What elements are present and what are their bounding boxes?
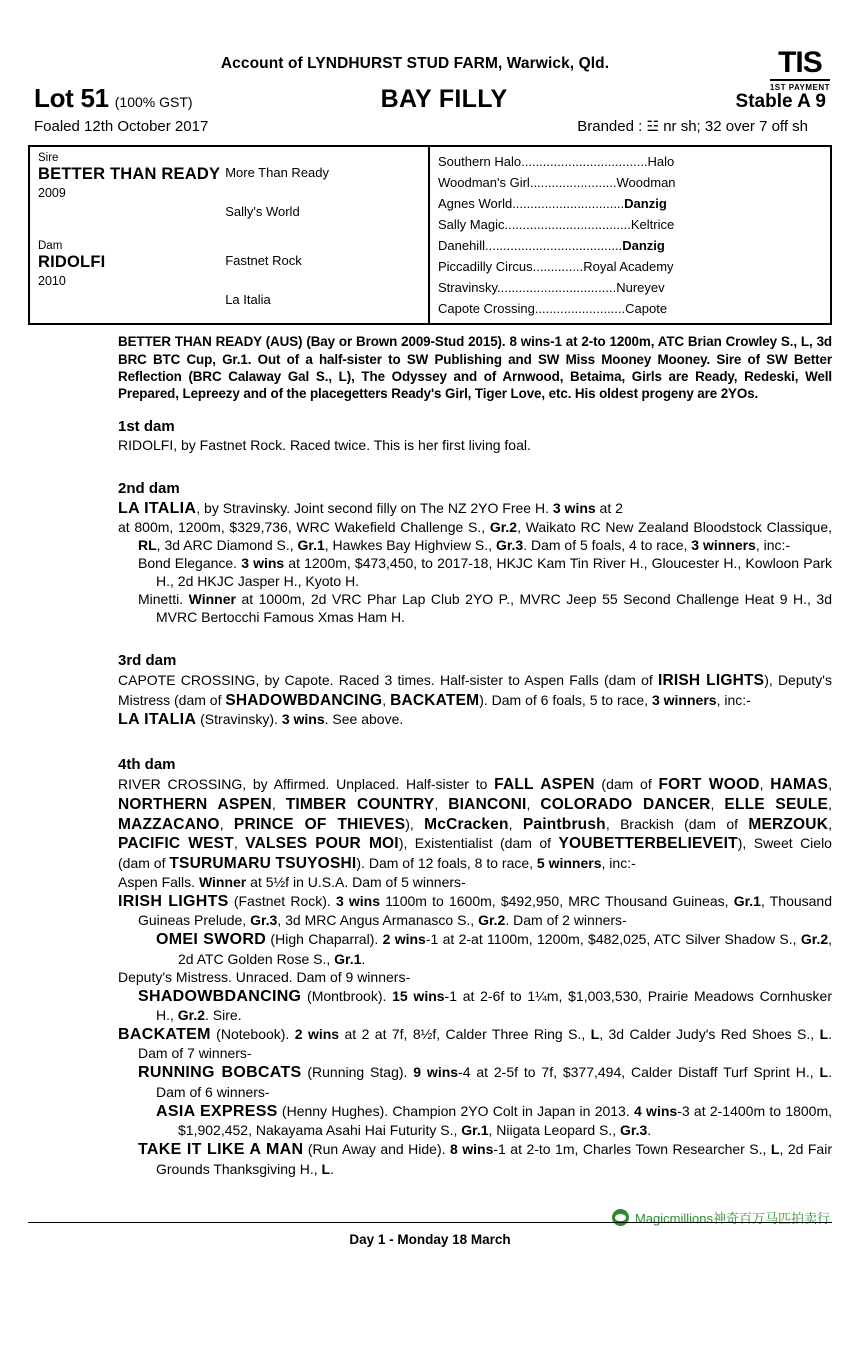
foaled-row (28, 118, 832, 135)
pedigree-right-column (430, 147, 830, 323)
dam-line: Deputy's Mistress. Unraced. Dam of 9 winners- (118, 968, 411, 985)
pedigree-entry: Agnes World...............................Danzig (438, 196, 667, 212)
pedigree-entry: Piccadilly Circus..............Royal Academy (438, 259, 674, 275)
sale-day: Day 1 - Monday 18 March (349, 1231, 511, 1247)
sire-description: BETTER THAN READY (AUS) (Bay or Brown 2009-Stud 2015). 8 wins-1 at 2-to 1200m, ATC Brian Crowley S., L, 3d BRC BTC Cup, Gr.1. Out of a half-sister to SW Publishing and SW Miss Mooney Mooney. Sire of SW Better Reflection (BRC Calaway Gal S., L), The Odyssey and of Arnwood, Betaima, Girls are Ready, Redeski, Well Prepared, Lepreezy and of the placegetters Ready's Girl, Tiger Love, etc. His oldest progeny are 2YOs. (118, 334, 832, 401)
title-row (28, 83, 832, 114)
dam-heading: 2nd dam (118, 479, 180, 497)
dam-heading: 4th dam (118, 755, 176, 773)
pedigree-entry: Southern Halo...................................Halo (438, 154, 675, 169)
gst-note: (100% GST) (114, 94, 193, 110)
dam-line: CAPOTE CROSSING, by Capote. Raced 3 times. Half-sister to Aspen Falls (dam of IRISH LIGHTS), Deputy's Mistress (dam of SHADOWBDANCING, BACKATEM). Dam of 6 foals, 5 to race, 3 winners, inc:- (118, 671, 832, 709)
stable-number: Stable A 9 (735, 91, 826, 112)
dam-line: RUNNING BOBCATS (Running Stag). 9 wins-4 at 2-5f to 7f, $377,494, Calder Distaff Turf Sprint H., L. Dam of 6 winners- (138, 1064, 832, 1100)
dam-dam: La Italia (225, 292, 271, 307)
sire-sire: More Than Ready (225, 165, 330, 180)
dam-heading: 3rd dam (118, 651, 177, 669)
dam-year: 2010 (38, 274, 66, 289)
pedigree-entry: Sally Magic...................................Keltrice (438, 217, 675, 233)
dam-sire: Fastnet Rock (225, 253, 302, 268)
sire-label: Sire (38, 152, 59, 164)
dam-line: IRISH LIGHTS (Fastnet Rock). 3 wins 1100m to 1600m, $492,950, MRC Thousand Guineas, Gr.1, Thousand Guineas Prelude, Gr.3, 3d MRC Angus Armanasco S., Gr.2. Dam of 2 winners- (118, 892, 833, 929)
pedigree-entry: Woodman's Girl........................Woodman (438, 175, 676, 191)
sex-colour: BAY FILLY (380, 85, 508, 113)
dam-heading: 1st dam (118, 418, 175, 435)
dam-line: Bond Elegance. 3 wins at 1200m, $473,450, to 2017-18, HKJC Kam Tin River H., Gloucester H., Kowloon Park H., 2d HKJC Jasper H., Kyoto H. (138, 555, 832, 590)
account-line: Account of LYNDHURST STUD FARM, Warwick, Qld. (220, 55, 610, 72)
sire-dam: Sally's World (225, 204, 300, 219)
branded-text: nr sh; 32 over 7 off sh (663, 118, 808, 135)
logo-subtext: 1ST PAYMENT (769, 83, 830, 92)
wechat-credit (612, 1208, 830, 1227)
dam-line: LA ITALIA (Stravinsky). 3 wins. See above. (118, 711, 404, 729)
dam-line: ASIA EXPRESS (Henny Hughes). Champion 2YO Colt in Japan in 2013. 4 wins-3 at 2-1400m to 1800m, $1,902,452, Nakayama Asahi Hai Futurity S., Gr.1, Niigata Leopard S., Gr.3. (156, 1102, 833, 1139)
dam-line: TAKE IT LIKE A MAN (Run Away and Hide). 8 wins-1 at 2-to 1m, Charles Town Researcher S., L, 2d Fair Grounds Thanksgiving H., L. (138, 1141, 832, 1177)
brand-symbol-icon: ☳ (646, 118, 660, 134)
dam-line: OMEI SWORD (High Chaparral). 2 wins-1 at 2-at 1100m, 1200m, $482,025, ATC Silver Shadow S., Gr.2, 2d ATC Golden Rose S., Gr.1. (156, 931, 833, 967)
page-header (0, 0, 860, 135)
foaled-date: Foaled 12th October 2017 (34, 118, 209, 135)
sire-year: 2009 (38, 186, 66, 201)
page-footer (0, 1210, 860, 1274)
branded-label: Branded : (577, 118, 643, 135)
dam-line: Minetti. Winner at 1000m, 2d VRC Phar Lap Club 2YO P., MVRC Jeep 55 Second Challenge Heat 9 H., 3d MVRC Bertocchi Famous Xmas Ham H. (138, 591, 832, 625)
branded-info (577, 118, 808, 135)
dam-line: LA ITALIA, by Stravinsky. Joint second filly on The NZ 2YO Free H. 3 wins at 2 (118, 499, 623, 517)
dam-line: SHADOWBDANCING (Montbrook). 15 wins-1 at 2-6f to 1¼m, $1,003,530, Prairie Meadows Cornhusker H., Gr.2. Sire. (138, 987, 832, 1024)
dam-line: RIDOLFI, by Fastnet Rock. Raced twice. This is her first living foal. (118, 437, 531, 453)
wechat-icon (612, 1209, 629, 1226)
dam-line: at 800m, 1200m, $329,736, WRC Wakefield Challenge S., Gr.2, Waikato RC New Zealand Bloodstock Classique, RL, 3d ARC Diamond S., Gr.1, Hawkes Bay Highview S., Gr.3. Dam of 5 foals, 4 to race, 3 winners, inc:- (118, 519, 832, 554)
logo-text: TIS (778, 46, 822, 79)
dam-line: RIVER CROSSING, by Affirmed. Unplaced. Half-sister to FALL ASPEN (dam of FORT WOOD, HAMAS, NORTHERN ASPEN, TIMBER COUNTRY, BIANCONI, COLORADO DANCER, ELLE SEULE, MAZZACANO, PRINCE OF THIEVES), McCracken, Paintbrush, Brackish (dam of MERZOUK, PACIFIC WEST, VALSES POUR MOI), Existentialist (dam of YOUBETTERBELIEVEIT), Sweet Cielo (dam of TSURUMARU TSUYOSHI). Dam of 12 foals, 8 to race, 5 winners, inc:- (118, 775, 832, 873)
dam-line: BACKATEM (Notebook). 2 wins at 2 at 7f, 8½f, Calder Three Ring S., L, 3d Calder Judy's Red Shoes S., L. Dam of 7 winners- (118, 1026, 833, 1062)
dam-name: RIDOLFI (38, 253, 106, 272)
sire-name: BETTER THAN READY (38, 165, 221, 184)
pedigree-table (28, 145, 832, 325)
pedigree-entry: Danehill......................................Danzig (438, 238, 665, 254)
logo-divider (770, 79, 830, 81)
footer-divider (28, 1222, 832, 1223)
pedigree-entry: Stravinsky.................................Nureyev (438, 280, 665, 296)
dam-label: Dam (38, 240, 63, 252)
dam-sections (28, 418, 832, 1188)
dam-line: Aspen Falls. Winner at 5½f in U.S.A. Dam of 5 winners- (118, 874, 466, 891)
pedigree-entry: Capote Crossing.........................Capote (438, 301, 668, 317)
lot-number: Lot 51 (34, 83, 109, 113)
wechat-text: Magicmillions神奇百万马匹拍卖行 (634, 1210, 830, 1226)
tis-logo (770, 48, 830, 92)
pedigree-left-column (30, 147, 430, 323)
